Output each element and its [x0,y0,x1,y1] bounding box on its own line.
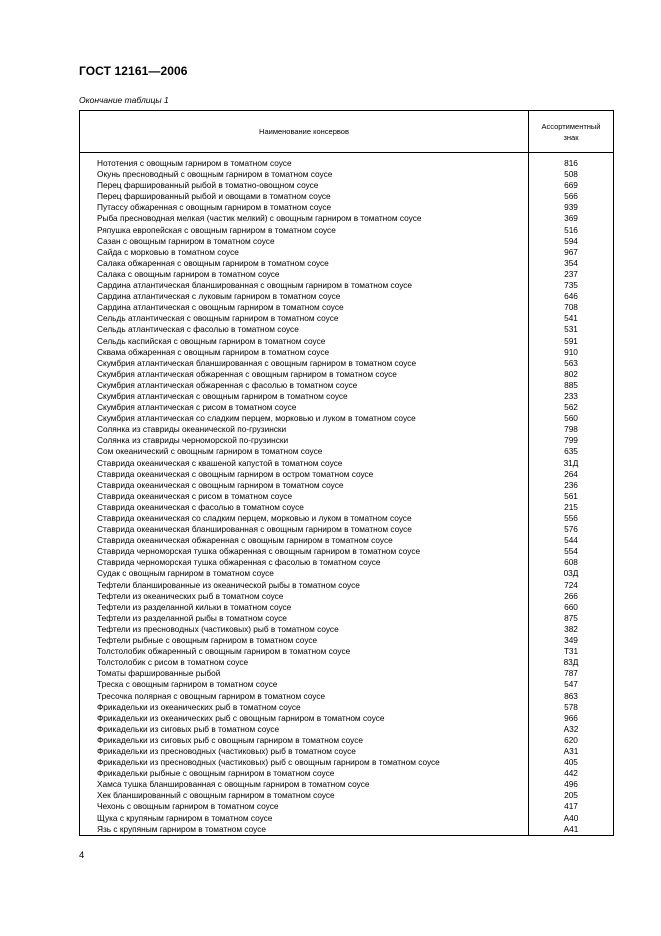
assortment-code: 83Д [563,657,579,668]
product-name: Солянка из ставриды черноморской по-грузински [97,435,289,446]
assortment-code: 215 [564,501,578,512]
product-name: Фрикадельки из пресноводных (частиковых) рыб с овощным гарниром в томатном соусе [97,757,440,768]
table-caption: Окончание таблицы 1 [79,95,169,105]
assortment-code: 561 [564,490,578,501]
product-name: Ряпушка европейская с овощным гарниром в томатном соусе [97,224,336,235]
product-name: Язь с крупяным гарниром в томатном соусе [97,823,267,834]
assortment-code: 547 [564,679,578,690]
product-name: Фрикадельки из пресноводных (частиковых) рыб в томатном соусе [97,745,356,756]
product-name: Перец фаршированный рыбой и овощами в томатном соусе [97,191,331,202]
table-row [80,591,613,602]
product-name: Сардина атлантическая с луковым гарниром в томатном соусе [97,291,341,302]
table-row [80,369,613,380]
product-name: Фрикадельки из океанических рыб в томатном соусе [97,701,301,712]
assortment-code: 03Д [563,568,579,579]
product-name: Скумбрия атлантическая обжаренная с фасолью в томатном соусе [97,379,358,390]
table-row [80,247,613,258]
table-row [80,291,613,302]
table-row [80,391,613,402]
product-name: Ставрида черноморская тушка обжаренная с фасолью в томатном соусе [97,557,381,568]
product-name: Рыба пресноводная мелкая (частик мелкий) с овощным гарниром в томатном соусе [97,213,422,224]
product-name: Фрикадельки рыбные с овощным гарниром в томатном соусе [97,768,335,779]
assortment-code: 566 [564,191,578,202]
assortment-code: 594 [564,235,578,246]
assortment-code: 802 [564,368,578,379]
table-row [80,813,613,824]
product-name: Путассу обжаренная с овощным гарниром в томатном соусе [97,202,332,213]
assortment-code: 349 [564,635,578,646]
assortment-code: 369 [564,213,578,224]
assortment-code: 646 [564,291,578,302]
product-name: Ставрида океаническая с фасолью в томатном соусе [97,501,304,512]
product-name: Сайда с морковью в томатном соусе [97,246,239,257]
assortment-code: 560 [564,413,578,424]
assortment-code: 591 [564,335,578,346]
table-header [80,111,613,153]
table-row [80,735,613,746]
product-name: Толстолобик обжаренный с овощным гарниром в томатном соусе [97,646,351,657]
product-name: Тефтели бланшированные из океанической рыбы в томатном соусе [97,579,360,590]
table-row [80,613,613,624]
product-name: Ставрида океаническая с овощным гарниром в томатном соусе [97,479,344,490]
table-row [80,258,613,269]
assortment-code: 635 [564,446,578,457]
table-row [80,424,613,435]
product-name: Фрикадельки из сиговых рыб в томатном соусе [97,723,280,734]
table-row [80,302,613,313]
table-row [80,480,613,491]
table-row [80,469,613,480]
table-row [80,602,613,613]
assortment-code: 967 [564,246,578,257]
product-name: Салака обжаренная с овощным гарниром в томатном соусе [97,257,329,268]
table-row [80,380,613,391]
product-name: Чехонь с овощным гарниром в томатном соусе [97,801,279,812]
table-row [80,280,613,291]
assortment-code: 608 [564,557,578,568]
table-row [80,191,613,202]
assortment-code: 724 [564,579,578,590]
product-name: Сардина атлантическая бланшированная с овощным гарниром в томатном соусе [97,280,413,291]
product-name: Ставрида океаническая со сладким перцем, морковью и луком в томатном соусе [97,513,412,523]
assortment-code: 708 [564,302,578,313]
table-row [80,635,613,646]
header-code-line1: Ассортиментный [541,121,601,131]
product-name: Тефтели из пресноводных (частиковых) рыб в томатном соусе [97,623,339,634]
table-row [80,213,613,224]
assortment-code: А40 [563,812,579,823]
table-row [80,158,613,169]
table-row [80,236,613,247]
assortment-code: 266 [564,590,578,601]
header-code-line2: знак [563,132,579,142]
product-name: Фрикадельки из сиговых рыб с овощным гарниром в томатном соусе [97,734,364,745]
table-row [80,313,613,324]
product-name: Щука с крупяным гарниром в томатном соусе [97,812,273,823]
table-row [80,657,613,668]
assortment-code: А32 [563,723,579,734]
product-name: Хек бланшированный с овощным гарниром в томатном соусе [97,790,335,801]
table-row [80,746,613,757]
assortment-code: 382 [564,623,578,634]
table-row [80,513,613,524]
product-name: Скумбрия атлантическая обжаренная с овощным гарниром в томатном соусе [97,368,397,379]
table-row [80,568,613,579]
table-row [80,458,613,469]
table-row [80,446,613,457]
table-row [80,801,613,812]
assortment-code: 562 [564,402,578,413]
product-name: Ставрида океаническая с овощным гарниром в остром томатном соусе [97,468,374,479]
table-row [80,402,613,413]
product-name: Ставрида океаническая обжаренная с овощным гарниром в томатном соусе [97,535,393,546]
assortment-code: 910 [564,346,578,357]
product-name: Солянка из ставриды океанической по-грузински [97,424,287,435]
product-name: Ставрида океаническая с квашеной капустой в томатном соусе [97,457,343,468]
assortment-code: 669 [564,180,578,191]
product-name: Скумбрия атлантическая с рисом в томатном соусе [97,402,297,413]
assortment-code: 787 [564,668,578,679]
product-name: Перец фаршированный рыбой в томатно-овощном соусе [97,180,319,191]
table-row [80,225,613,236]
assortment-code: 544 [564,535,578,546]
product-name: Скумбрия атлантическая со сладким перцем, морковью и луком в томатном соусе [97,413,416,424]
assortment-code: 531 [564,324,578,335]
product-name: Ставрида черноморская тушка обжаренная с овощным гарниром в томатном соусе [97,546,421,557]
product-name: Хамса тушка бланшированная с овощным гарниром в томатном соусе [97,779,370,790]
product-name: Скумбрия атлантическая бланшированная с овощным гарниром в томатном соусе [97,357,417,368]
table-row [80,757,613,768]
assortment-code: 405 [564,757,578,768]
header-name-column: Наименование консервов [259,127,349,136]
table-row [80,535,613,546]
assortment-code: 354 [564,257,578,268]
assortment-code: 799 [564,435,578,446]
assortment-code: 620 [564,734,578,745]
page-number: 4 [79,850,85,861]
table-row [80,679,613,690]
assortment-code: А41 [563,823,579,834]
product-name: Тефтели из океанических рыб в томатном соусе [97,590,284,601]
table-row [80,580,613,591]
assortment-code: 264 [564,468,578,479]
product-name: Тресочка полярная с овощным гарниром в томатном соусе [97,690,326,701]
table-row [80,336,613,347]
assortment-code: 442 [564,768,578,779]
assortment-code: 966 [564,712,578,723]
table-row [80,413,613,424]
product-name: Окунь пресноводный с овощным гарниром в томатном соусе [97,169,333,180]
product-name: Сельдь каспийская с овощным гарниром в томатном соусе [97,335,326,346]
product-name: Сазан с овощным гарниром в томатном соусе [97,235,275,246]
product-name: Тефтели рыбные с овощным гарниром в томатном соусе [97,635,318,646]
table-row [80,668,613,679]
assortment-code: 508 [564,169,578,180]
assortment-code: 816 [564,158,578,168]
product-name: Треска с овощным гарниром в томатном соусе [97,679,278,690]
header-code-column [529,111,613,152]
table-row [80,180,613,191]
table-row [80,779,613,790]
assortment-code: 885 [564,379,578,390]
assortment-code: А31 [563,745,579,756]
product-name: Тефтели из разделанной рыбы в томатном соусе [97,612,287,623]
table-row [80,824,613,835]
table-row [80,713,613,724]
table-row [80,790,613,801]
table-row [80,768,613,779]
assortment-code: 31Д [563,457,579,468]
product-name: Сардина атлантическая с овощным гарниром в томатном соусе [97,302,344,313]
table-row [80,347,613,358]
assortment-code: 578 [564,701,578,712]
assortment-code: 554 [564,546,578,557]
product-name: Судак с овощным гарниром в томатном соусе [97,568,274,579]
assortment-code: 516 [564,224,578,235]
table-row [80,502,613,513]
assortment-code: 563 [564,357,578,368]
assortment-code: 541 [564,313,578,324]
assortment-code: 236 [564,479,578,490]
assortment-code: 417 [564,801,578,812]
table-row [80,269,613,280]
assortment-code: 576 [564,524,578,535]
product-name: Нототения с овощным гарниром в томатном соусе [97,158,292,168]
products-table [79,110,614,836]
table-row [80,358,613,369]
assortment-code: 205 [564,790,578,801]
table-row [80,624,613,635]
table-row [80,524,613,535]
table-row [80,724,613,735]
assortment-code: 660 [564,601,578,612]
table-row [80,702,613,713]
product-name: Ставрида океаническая с рисом в томатном соусе [97,490,293,501]
product-name: Ставрида океаническая бланшированная с овощным гарниром в томатном соусе [97,524,412,535]
assortment-code: 237 [564,268,578,279]
product-name: Толстолобик с рисом в томатном соусе [97,657,249,668]
assortment-code: 863 [564,690,578,701]
assortment-code: 735 [564,280,578,291]
product-name: Сом океанический с овощным гарниром в томатном соусе [97,446,323,457]
product-name: Салака с овощным гарниром в томатном соусе [97,268,280,279]
product-name: Скумбрия атлантическая с овощным гарниром в томатном соусе [97,390,348,401]
product-name: Сельдь атлантическая с овощным гарниром в томатном соусе [97,313,339,324]
product-name: Сельдь атлантическая с фасолью в томатном соусе [97,324,299,335]
table-row [80,691,613,702]
standard-title: ГОСТ 12161—2006 [79,64,188,78]
assortment-code: Т31 [563,646,579,657]
table-row [80,546,613,557]
table-row [80,646,613,657]
table-row [80,435,613,446]
assortment-code: 875 [564,612,578,623]
product-name: Сквама обжаренная с овощным гарниром в томатном соусе [97,346,330,357]
table-row [80,324,613,335]
product-name: Тефтели из разделанной кильки в томатном соусе [97,601,292,612]
table-body [80,158,613,835]
assortment-code: 798 [564,424,578,435]
assortment-code: 939 [564,202,578,213]
table-row [80,557,613,568]
table-row [80,491,613,502]
product-name: Фрикадельки из океанических рыб с овощным гарниром в томатном соусе [97,712,385,723]
assortment-code: 233 [564,390,578,401]
assortment-code: 496 [564,779,578,790]
table-row [80,202,613,213]
assortment-code: 556 [564,513,578,523]
table-row [80,169,613,180]
product-name: Томаты фаршированные рыбой [97,668,221,679]
